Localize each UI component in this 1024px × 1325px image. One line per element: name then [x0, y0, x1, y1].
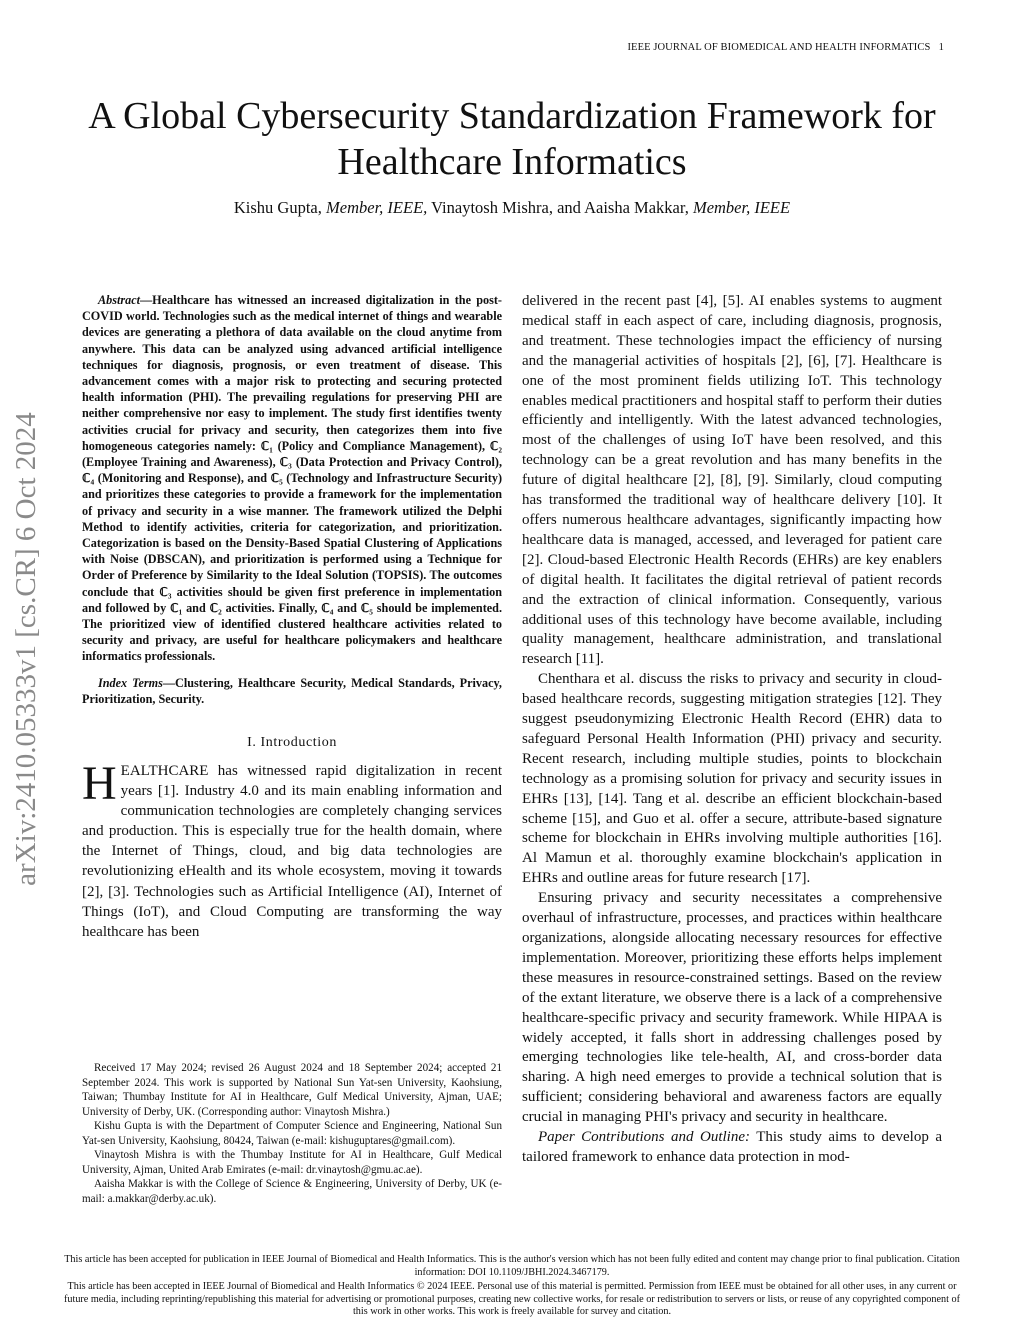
- paper-title: A Global Cybersecurity Standardization Framework for Healthcare Informatics: [88, 95, 936, 183]
- author-makkar-role: Member, IEEE: [692, 198, 791, 217]
- index-terms-label: Index Terms: [98, 675, 163, 690]
- right-column: [522, 292, 942, 1168]
- paper-contributions-text: This study aims to develop a tailored framework to enhance data protection in mod-: [522, 1129, 942, 1165]
- page-number: 1: [938, 42, 944, 53]
- footnote-author-mishra: Vinaytosh Mishra is with the Thumbay Institute for AI in Healthcare, Gulf Medical University, Ajman, United Arab Emirates (e-mail: dr.vinaytosh@gmu.ac.ae).: [82, 1149, 502, 1176]
- body-paragraph-3: Ensuring privacy and security necessitates a comprehensive overhaul of infrastructure, processes, and practices within healthcare organizations, alongside allocating necessary resources for effective implementation. Moreover, prioritizing these efforts helps implement these measures in resource-constrained settings. Based on the review of the extant literature, we observe there is a lack of a comprehensive healthcare-specific privacy and security framework. While HIPAA is widely accepted, it falls short in addressing challenges posed by emerging technologies like tele-health, AI, and cross-border data sharing. A high need emerges to provide a technical solution that is sufficient; considering behavioral and awareness factors are equally crucial in managing PHI's privacy and security in healthcare.: [522, 890, 942, 1126]
- introduction-paragraph: [82, 756, 502, 942]
- left-column: [82, 292, 502, 942]
- introduction-text: EALTHCARE has witnessed rapid digitalization in recent years [1]. Industry 4.0 and its main enabling information and communication technologies are completely changing services and production. This is especially true for the health domain, where the Internet of Things, cloud, and big data technologies are revolutionizing eHealth and its whole ecosystem, moving it towards [2], [3]. Technologies such as Artificial Intelligence (AI), Internet of Things (IoT), and Cloud Computing are transforming the way healthcare has been: [82, 762, 502, 940]
- footnote-author-gupta: Kishu Gupta is with the Department of Computer Science and Engineering, National Sun Yat-sen University, Kaohsiung, 80424, Taiwan (e-mail: kishuguptares@gmail.com).: [82, 1120, 502, 1147]
- index-terms: [82, 675, 502, 707]
- journal-name: IEEE JOURNAL OF BIOMEDICAL AND HEALTH INFORMATICS: [627, 42, 931, 53]
- footnotes: [82, 1061, 502, 1206]
- abstract-label: Abstract: [98, 293, 140, 307]
- index-terms-text: —Clustering, Healthcare Security, Medical Standards, Privacy, Prioritization, Security.: [82, 675, 502, 706]
- body-paragraph-1: delivered in the recent past [4], [5]. AI enables systems to augment medical staff in each aspect of care, including diagnosis, prognosis, and treatment. These technologies impact the efficiency of nursing and the managerial activities of hospitals [2], [6], [7]. Healthcare is one of the most prominent fields utilizing IoT. This technology enables medical practitioners and hospital staff to perform their duties efficiently and intelligently. With the latest advanced technologies, most of the challenges of using IoT have been resolved, and this technology can be a great revolution and has many benefits in the future of digital healthcare [2], [8], [9]. Similarly, cloud computing has transformed the traditional way of healthcare delivery [10]. It offers numerous healthcare advantages, significantly impacting how healthcare data is managed, accessed, and leveraged for patient care [2]. Cloud-based Electronic Health Records (EHRs) are key enablers of digital health. It facilitates the digital retrieval of patient records and the extraction of clinical information. Consequently, various additional uses of this technology have become available, including quality management, healthcare administration, and translational research [11].: [522, 293, 943, 668]
- abstract: [82, 292, 502, 665]
- abstract-text: —Healthcare has witnessed an increased digitalization in the post-COVID world. Technologies such as the medical internet of things and wearable devices are generating a plethora of data available on the cloud anytime from anywhere. This data can be analyzed using advanced artificial intelligence techniques for diagnosis, prognosis, or even treatment of disease. This advancement comes with a major risk to protecting and securing protected health information (PHI). The prevailing regulations for preserving PHI are neither comprehensive nor easy to implement. The study first identifies twenty activities crucial for privacy and security, then categorizes them into five homogeneous categories namely: ℂ₁ (Policy and Compliance Management), ℂ₂ (Employee Training and Awareness), ℂ₃ (Data Protection and Privacy Control), ℂ₄ (Monitoring and Response), and ℂ₅ (Technology and Infrastructure Security) and prioritizes these categories to provide a framework for the implementation of privacy and security in a wise manner. The framework utilized the Delphi Method to identify activities, criteria for categorization, and prioritization. Categorization is based on the Density-Based Spatial Clustering of Applications with Noise (DBSCAN), and prioritization is performed using a Technique for Order of Preference by Similarity to the Ideal Solution (TOPSIS). The outcomes conclude that ℂ₃ activities should be given first preference in implementation and followed by ℂ₁ and ℂ₂ activities. Finally, ℂ₄ and ℂ₅ should be implemented. The prioritized view of identified clustered healthcare activities related to security and privacy, are useful for healthcare policymakers and healthcare informatics professionals.: [82, 293, 502, 664]
- body-paragraph-4: [522, 1128, 942, 1168]
- body-paragraph-2: Chenthara et al. discuss the risks to privacy and security in cloud-based healthcare records, suggesting mitigation strategies [12]. They suggest pseudonymizing Electronic Health Record (EHR) data to safeguard Personal Health Information (PHI) privacy and security. Recent research, including multiple studies, points to blockchain technology as a promising solution for privacy and security issues in EHRs [13], [14]. Tang et al. describe an efficient blockchain-based scheme [15], and Guo et al. offer a secure, attribute-based signature scheme for blockchain in EHRs involving multiple authorities [16]. Al Mamun et al. thoroughly examine blockchain's application in EHRs and outline areas for future research [17].: [522, 671, 942, 887]
- section-heading-introduction: I. Introduction: [247, 735, 337, 751]
- arxiv-identifier-stamp[interactable]: arXiv:2410.05333v1 [cs.CR] 6 Oct 2024: [10, 412, 42, 886]
- footnote-author-makkar: Aaisha Makkar is with the College of Science & Engineering, University of Derby, UK (e-mail: a.makkar@derby.ac.uk).: [82, 1178, 502, 1205]
- author-line: [60, 198, 964, 218]
- footnote-received: Received 17 May 2024; revised 26 August 2024 and 18 September 2024; accepted 21 September 2024. This work is supported by National Sun Yat-sen University, Kaohsiung, Taiwan; Thumbay Institute for AI in Healthcare, Gulf Medical University, Ajman, UAE; University of Derby, UK. (Corresponding author: Vinaytosh Mishra.): [82, 1062, 502, 1118]
- paper-contributions-runin: Paper Contributions and Outline:: [538, 1129, 750, 1146]
- acceptance-notice: This article has been accepted for publication in IEEE Journal of Biomedical and Health Informatics. This is the author's version which has not been fully edited and content may change prior to final publication. Citation information: DOI 10.1109/JBHI.2024.3467179.: [64, 1254, 960, 1278]
- author-gupta: Kishu Gupta,: [233, 198, 327, 217]
- author-gupta-role: Member, IEEE,: [326, 198, 428, 217]
- running-header: [580, 42, 944, 53]
- author-mishra-makkar: Vinaytosh Mishra, and Aaisha Makkar,: [427, 198, 693, 217]
- dropcap-letter: H: [82, 756, 117, 810]
- copyright-notice: This article has been accepted in IEEE Journal of Biomedical and Health Informatics © 2024 IEEE. Personal use of this material is permitted. Permission from IEEE must be obtained for all other uses, in any current or future media, including reprinting/republishing this material for advertising or promotional purposes, creating new collective works, for resale or redistribution to servers or lists, or reuse of any copyrighted component of this work in other works. This work is freely available for survey and citation.: [64, 1281, 960, 1318]
